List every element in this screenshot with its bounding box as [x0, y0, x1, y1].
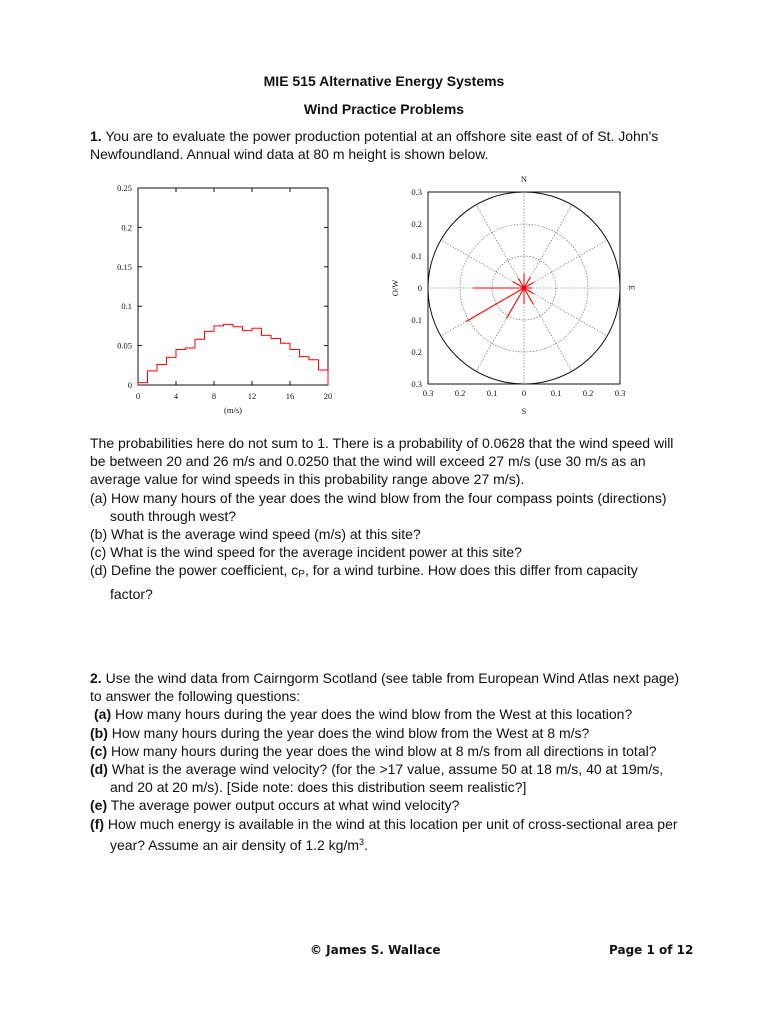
x-tick-label: 0	[521, 388, 527, 398]
x-tick-label: 0.3	[422, 388, 434, 398]
problem2-question-b	[90, 724, 690, 742]
rose-grid-spoke	[524, 240, 607, 288]
problem1-number: 1.	[90, 128, 102, 144]
compass-south-label: S	[521, 406, 527, 416]
question-label: (d)	[90, 761, 108, 778]
problem1-question-b: (b) What is the average wind speed (m/s) at this site?	[90, 526, 421, 543]
problem1-intro	[90, 127, 690, 163]
rose-grid-spoke	[441, 240, 524, 288]
compass-east-label: E	[627, 285, 637, 291]
x-tick-label: 0	[135, 391, 141, 401]
problem1-body	[90, 434, 690, 603]
problem1-body-line: be between 20 and 26 m/s and 0.0250 that the wind will exceed 27 m/s (use 30 m/s as an	[90, 453, 646, 470]
x-tick-label: 12	[247, 391, 257, 401]
y-tick-label: 0.1	[121, 301, 132, 312]
problem2-question-a	[90, 705, 690, 723]
x-tick-label: 16	[285, 391, 295, 401]
x-tick-label: 0.2	[454, 388, 466, 398]
y-tick-label: 0.2	[411, 347, 422, 357]
y-tick-label: 0	[417, 283, 422, 293]
question-text: The average power output occurs at what wind velocity?	[110, 797, 460, 814]
page-subtitle: Wind Practice Problems	[303, 101, 465, 117]
y-tick-label: 0.1	[411, 251, 422, 261]
y-tick-label: 0.15	[117, 261, 132, 272]
question-label: (e)	[90, 797, 108, 814]
rose-ray	[466, 288, 524, 322]
problem1-intro-line1: You are to evaluate the power production potential at an offshore site east of of St. John's	[105, 128, 659, 144]
histogram-xlabel: (m/s)	[224, 405, 242, 415]
rose-grid-spoke	[524, 205, 572, 288]
compass-north-label: N	[520, 174, 528, 184]
problem2-number: 2.	[90, 670, 102, 686]
x-tick-label: 20	[323, 391, 333, 401]
wind-rose-chart	[380, 170, 650, 420]
question-text-end: .	[364, 836, 368, 853]
problem2-question-c	[90, 742, 690, 760]
problem2-intro	[90, 669, 690, 705]
x-tick-label: 4	[173, 391, 179, 401]
y-tick-label: 0	[127, 380, 132, 390]
rose-grid-spoke	[476, 205, 524, 288]
question-text: How many hours during the year does the wind blow at 8 m/s from all directions in total?	[111, 742, 657, 759]
footer-page-number: Page 1 of 12	[609, 943, 694, 957]
question-d-text-start: (d) Define the power coefficient, c	[90, 562, 299, 579]
x-tick-label: 0.1	[486, 388, 498, 398]
question-text: How much energy is available in the wind at this location per unit of cross-sectional area per year? Assume an air density of 1.2 kg/m	[107, 815, 678, 853]
question-text: How many hours during the year does the wind blow from the West at this location?	[115, 706, 633, 723]
problem2-intro-text: Use the wind data from Cairngorm Scotland (see table from European Wind Atlas next page) to answer the following questions:	[90, 670, 680, 705]
question-label: (f)	[90, 815, 104, 832]
question-d-subscript: P	[298, 569, 305, 581]
rose-grid-spoke	[524, 288, 607, 336]
y-tick-label: 0.2	[121, 222, 132, 233]
problem1-body-line: The probabilities here do not sum to 1. There is a probability of 0.0628 that the wind speed will	[90, 435, 674, 451]
course-title: MIE 515 Alternative Energy Systems	[263, 73, 505, 89]
problem1-question-a: (a) How many hours of the year does the wind blow from the four compass points (directions) south through west?	[90, 489, 667, 524]
y-tick-label: 0.3	[411, 379, 422, 389]
question-text: How many hours during the year does the wind blow from the West at 8 m/s?	[111, 724, 590, 741]
y-tick-label: 0.3	[411, 187, 422, 197]
x-tick-label: 0.2	[582, 388, 594, 398]
histogram-series	[138, 324, 328, 385]
question-label: (b)	[90, 724, 108, 741]
x-tick-label: 8	[211, 391, 217, 401]
question-d-text-end: , for a wind turbine. How does this differ from capacity factor?	[110, 562, 638, 602]
question-label: (a)	[94, 706, 112, 723]
problem2-question-f	[90, 815, 690, 854]
problem2-section	[90, 669, 690, 854]
footer-author: © James S. Wallace	[310, 943, 441, 957]
problem1-question-c: (c) What is the wind speed for the average incident power at this site?	[90, 544, 522, 561]
speed-histogram-chart	[100, 180, 350, 420]
problem2-question-e	[90, 796, 690, 814]
question-label: (c)	[90, 742, 108, 759]
superscript: 3	[359, 836, 365, 847]
y-tick-label: 0.25	[117, 183, 132, 193]
problem1-question-d	[90, 561, 690, 602]
problem1-intro-line2: Newfoundland. Annual wind data at 80 m height is shown below.	[90, 146, 489, 163]
compass-west-label: O/W	[390, 279, 400, 297]
x-tick-label: 0.3	[614, 388, 626, 398]
question-text: What is the average wind velocity? (for the >17 value, assume 50 at 18 m/s, 40 at 19m/s, and 20 at 20 m/s). [Side note: does this distribution seem realistic?]	[110, 761, 664, 796]
x-tick-label: 0.1	[550, 388, 562, 398]
problem1-body-line: average value for wind speeds in this probability range above 27 m/s).	[90, 471, 525, 488]
y-tick-label: 0.1	[411, 315, 422, 325]
y-tick-label: 0.05	[117, 340, 132, 351]
y-tick-label: 0.2	[411, 219, 422, 229]
problem2-question-d	[90, 760, 690, 796]
